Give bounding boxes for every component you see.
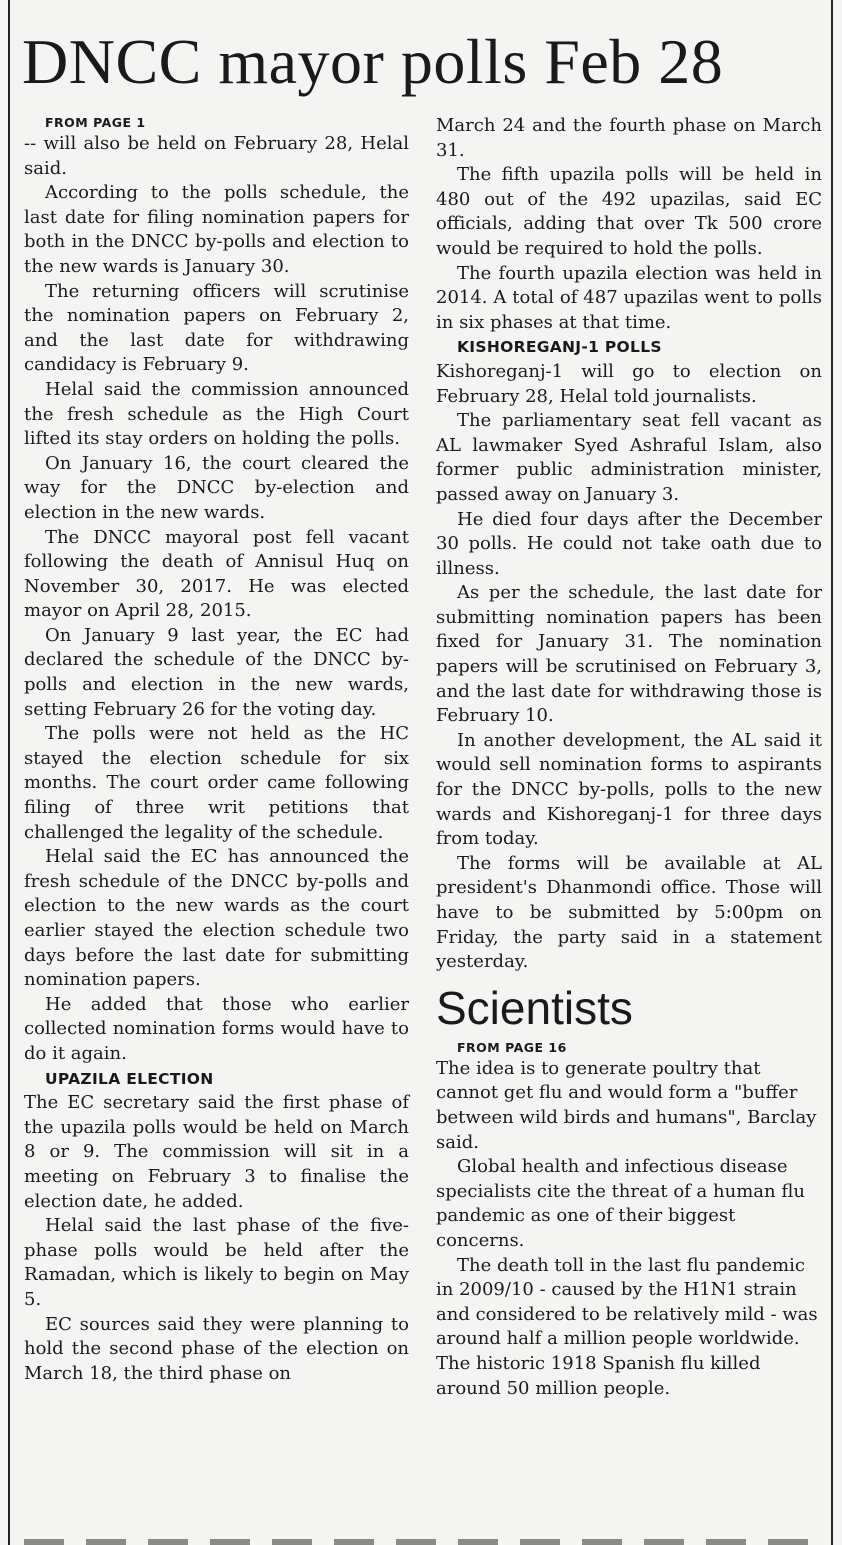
next-article-cutoff	[24, 1539, 822, 1545]
scientists-body	[436, 1057, 822, 1401]
article-column-left	[24, 114, 409, 1386]
scientists-source-tag: FROM PAGE 16	[457, 1039, 567, 1055]
article-paragraph: Helal said the EC has announced the fresh schedule of the DNCC by-polls and election to the new wards as the court earlier stayed the election schedule two days before the last date for submitting nomination papers.	[24, 846, 409, 991]
left-column-body	[24, 132, 409, 1386]
article-paragraph: On January 16, the court cleared the way for the DNCC by-election and election in the new wards.	[24, 452, 409, 523]
article-paragraph: Helal said the commission announced the fresh schedule as the High Court lifted its stay orders on holding the polls.	[24, 378, 409, 450]
source-tag: FROM PAGE 1	[45, 115, 146, 130]
article-paragraph: He died four days after the December 30 polls. He could not take oath due to illness.	[436, 508, 822, 579]
article-paragraph: The EC secretary said the first phase of the upazila polls would be held on March 8 or 9. The commission will sit in a meeting on February 3 to finalise the election date, he added.	[24, 1092, 409, 1212]
article-paragraph: The parliamentary seat fell vacant as AL lawmaker Syed Ashraful Islam, also former public administration minister, passed away on January 3.	[436, 410, 822, 505]
article-paragraph: Kishoreganj-1 will go to election on February 28, Helal told journalists.	[436, 360, 822, 407]
article-paragraph: As per the schedule, the last date for submitting nomination papers has been fixed for January 31. The nomination papers will be scrutinised on February 3, and the last date for withdrawing those is February 10.	[436, 582, 822, 727]
right-column-body	[436, 114, 822, 975]
main-headline: DNCC mayor polls Feb 28	[22, 26, 724, 97]
page-left-border	[8, 0, 10, 1545]
section-subhead: UPAZILA ELECTION	[45, 1069, 214, 1088]
article-paragraph: The fourth upazila election was held in 2014. A total of 487 upazilas went to polls in six phases at that time.	[436, 262, 822, 333]
article-paragraph: The polls were not held as the HC stayed the election schedule for six months. The court order came following filing of three writ petitions that challenged the legality of the schedule.	[24, 723, 409, 843]
article-paragraph: The forms will be available at AL president's Dhanmondi office. Those will have to be submitted by 5:00pm on Friday, the party said in a statement yesterday.	[436, 852, 822, 973]
article-paragraph: Global health and infectious disease specialists cite the threat of a human flu pandemic as one of their biggest concerns.	[436, 1156, 805, 1251]
article-paragraph: The idea is to generate poultry that cannot get flu and would form a "buffer between wild birds and humans", Barclay said.	[436, 1057, 817, 1153]
article-paragraph: The death toll in the last flu pandemic in 2009/10 - caused by the H1N1 strain and considered to be relatively mild - was around half a million people worldwide. The historic 1918 Spanish flu killed around 50 million people.	[436, 1254, 818, 1399]
article-paragraph: The fifth upazila polls will be held in 480 out of the 492 upazilas, said EC officials, adding that over Tk 500 crore would be required to hold the polls.	[436, 164, 822, 259]
section-subhead: KISHOREGANJ-1 POLLS	[457, 338, 662, 357]
article-paragraph: The DNCC mayoral post fell vacant following the death of Annisul Huq on November 30, 2017. He was elected mayor on April 28, 2015.	[24, 526, 409, 622]
article-paragraph: In another development, the AL said it would sell nomination forms to aspirants for the DNCC by-polls, polls to the new wards and Kishoreganj-1 for three days from today.	[436, 729, 822, 850]
article-paragraph: The returning officers will scrutinise the nomination papers on February 2, and the last date for withdrawing candidacy is February 9.	[24, 280, 409, 376]
article-paragraph: -- will also be held on February 28, Helal said.	[24, 133, 409, 179]
article-paragraph: On January 9 last year, the EC had declared the schedule of the DNCC by-polls and election in the new wards, setting February 26 for the voting day.	[24, 624, 409, 720]
article-paragraph: He added that those who earlier collected nomination forms would have to do it again.	[24, 993, 409, 1064]
page-right-border	[831, 0, 833, 1545]
article-paragraph: Helal said the last phase of the five-phase polls would be held after the Ramadan, which is likely to begin on May 5.	[24, 1215, 409, 1310]
scientists-headline: Scientists	[436, 981, 633, 1034]
article-paragraph: March 24 and the fourth phase on March 31.	[436, 115, 822, 161]
article-paragraph: According to the polls schedule, the last date for filing nomination papers for both in the DNCC by-polls and election to the new wards is January 30.	[24, 182, 409, 277]
article-paragraph: EC sources said they were planning to hold the second phase of the election on March 18, the third phase on	[24, 1313, 409, 1384]
article-column-right	[436, 114, 822, 1401]
